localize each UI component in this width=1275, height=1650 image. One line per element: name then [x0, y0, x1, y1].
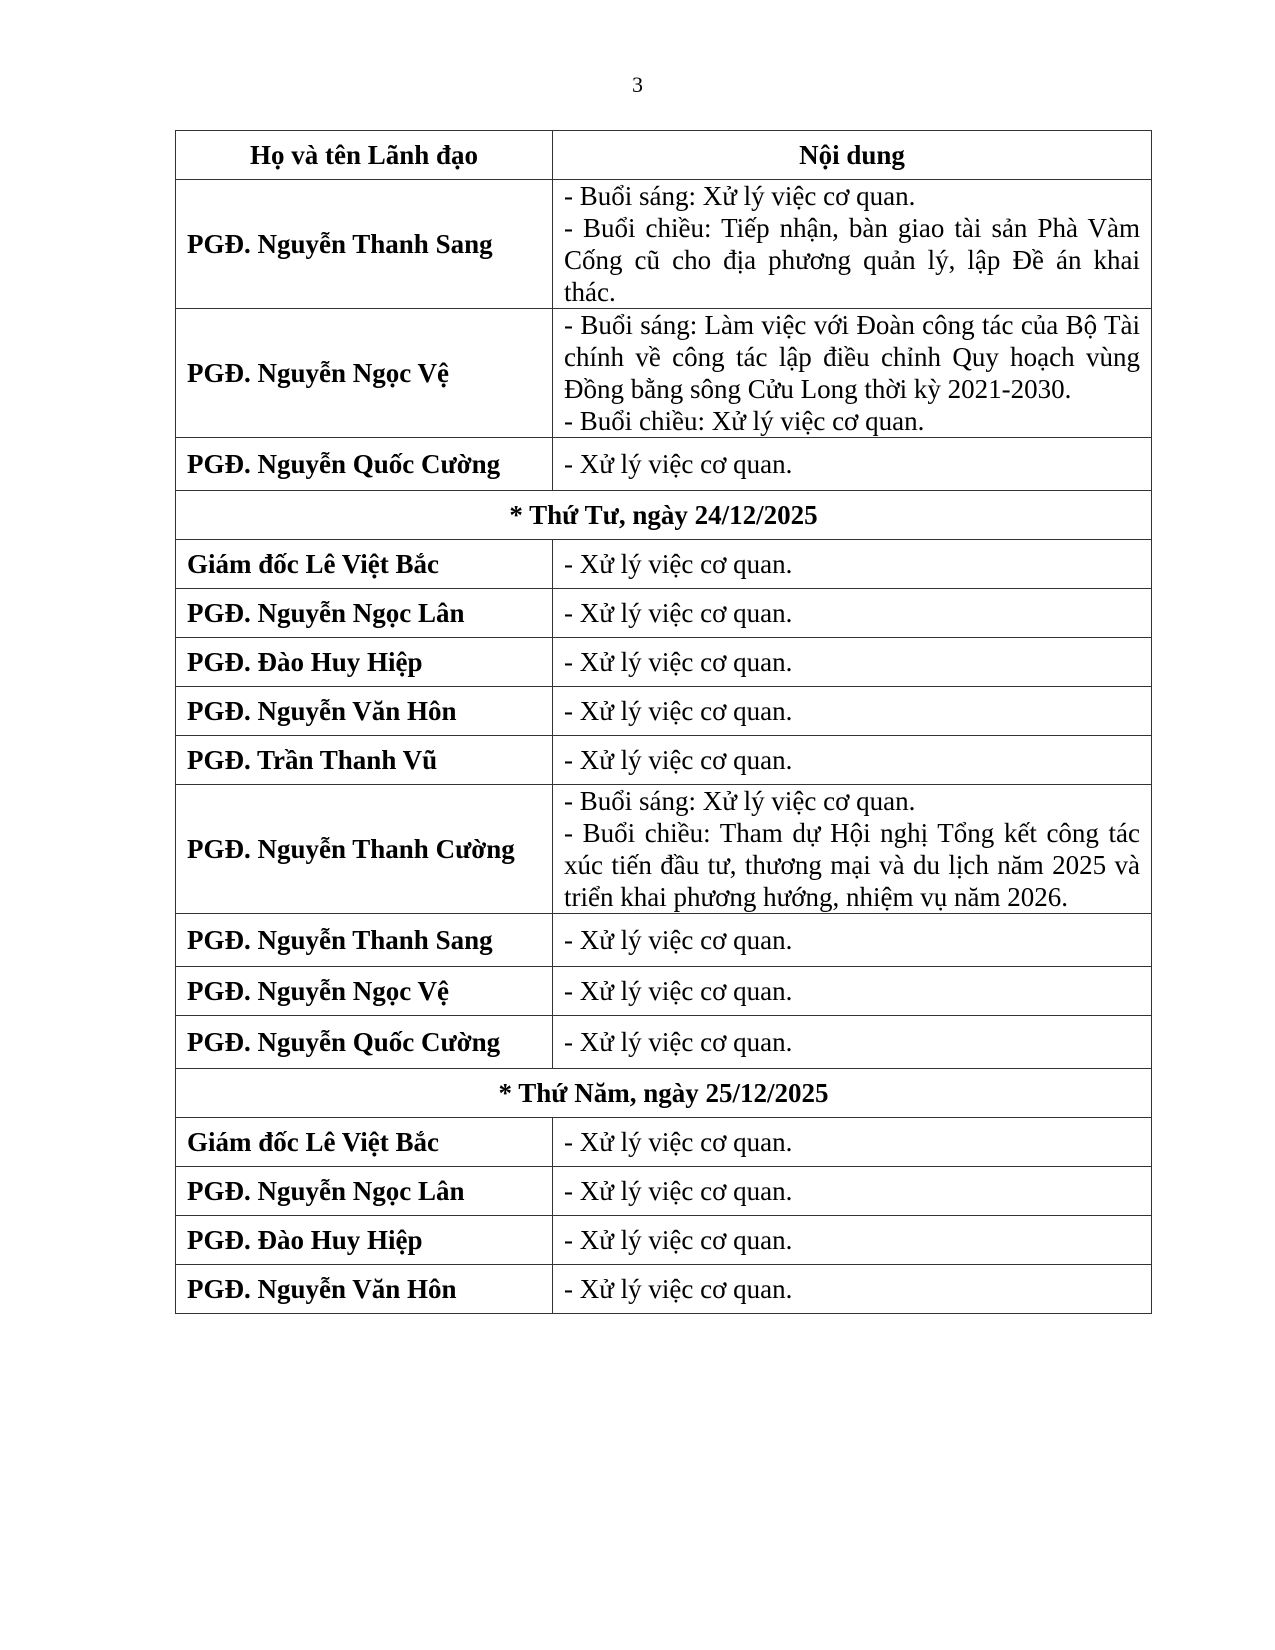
day-heading: * Thứ Tư, ngày 24/12/2025 — [176, 491, 1152, 540]
content-cell: - Xử lý việc cơ quan. — [553, 967, 1152, 1016]
leader-name: PGĐ. Đào Huy Hiệp — [176, 638, 553, 687]
content-cell: - Xử lý việc cơ quan. — [553, 1216, 1152, 1265]
table-row — [176, 438, 1152, 491]
table-row — [176, 785, 1152, 914]
leader-name: PGĐ. Nguyễn Thanh Sang — [176, 180, 553, 309]
content-line: - Buổi sáng: Xử lý việc cơ quan. — [564, 786, 916, 816]
leader-name: PGĐ. Nguyễn Quốc Cường — [176, 1016, 553, 1069]
content-line: - Buổi chiều: Tham dự Hội nghị Tổng kết công tác xúc tiến đầu tư, thương mại và du lịch năm 2025 và triển khai phương hướng, nhiệm vụ năm 2026. — [564, 818, 1140, 912]
leader-name: PGĐ. Nguyễn Văn Hôn — [176, 687, 553, 736]
header-content: Nội dung — [553, 131, 1152, 180]
leader-name: PGĐ. Nguyễn Thanh Cường — [176, 785, 553, 914]
leader-name: Giám đốc Lê Việt Bắc — [176, 540, 553, 589]
day-row — [176, 491, 1152, 540]
page-number: 3 — [632, 72, 643, 97]
content-cell — [553, 180, 1152, 309]
content-cell: - Xử lý việc cơ quan. — [553, 1167, 1152, 1216]
table-row — [176, 1216, 1152, 1265]
leader-name: PGĐ. Nguyễn Thanh Sang — [176, 914, 553, 967]
leader-name: PGĐ. Nguyễn Ngọc Vệ — [176, 967, 553, 1016]
content-cell — [553, 785, 1152, 914]
leader-name: PGĐ. Nguyễn Ngọc Lân — [176, 1167, 553, 1216]
content-cell: - Xử lý việc cơ quan. — [553, 914, 1152, 967]
content-cell: - Xử lý việc cơ quan. — [553, 736, 1152, 785]
table-row — [176, 1016, 1152, 1069]
header-name: Họ và tên Lãnh đạo — [176, 131, 553, 180]
content-cell: - Xử lý việc cơ quan. — [553, 1118, 1152, 1167]
table-row — [176, 589, 1152, 638]
content-cell: - Xử lý việc cơ quan. — [553, 438, 1152, 491]
table-row — [176, 1118, 1152, 1167]
leader-name: PGĐ. Nguyễn Quốc Cường — [176, 438, 553, 491]
table-row — [176, 1167, 1152, 1216]
content-cell: - Xử lý việc cơ quan. — [553, 1265, 1152, 1314]
content-line: - Buổi sáng: Xử lý việc cơ quan. — [564, 181, 916, 211]
leader-name: Giám đốc Lê Việt Bắc — [176, 1118, 553, 1167]
content-line: - Buổi chiều: Tiếp nhận, bàn giao tài sản Phà Vàm Cống cũ cho địa phương quản lý, lập Đề án khai thác. — [564, 213, 1140, 307]
content-cell — [553, 309, 1152, 438]
content-cell: - Xử lý việc cơ quan. — [553, 589, 1152, 638]
leader-name: PGĐ. Đào Huy Hiệp — [176, 1216, 553, 1265]
table-row — [176, 180, 1152, 309]
table-row — [176, 540, 1152, 589]
content-line: - Buổi sáng: Làm việc với Đoàn công tác của Bộ Tài chính về công tác lập điều chỉnh Quy hoạch vùng Đồng bằng sông Cửu Long thời kỳ 2021-2030. — [564, 310, 1140, 404]
table-row — [176, 736, 1152, 785]
content-cell: - Xử lý việc cơ quan. — [553, 540, 1152, 589]
leader-name: PGĐ. Nguyễn Văn Hôn — [176, 1265, 553, 1314]
leader-name: PGĐ. Nguyễn Ngọc Vệ — [176, 309, 553, 438]
day-row — [176, 1069, 1152, 1118]
table-row — [176, 638, 1152, 687]
leader-name: PGĐ. Nguyễn Ngọc Lân — [176, 589, 553, 638]
table-row — [176, 967, 1152, 1016]
table-row — [176, 914, 1152, 967]
table-row — [176, 309, 1152, 438]
leader-name: PGĐ. Trần Thanh Vũ — [176, 736, 553, 785]
content-cell: - Xử lý việc cơ quan. — [553, 638, 1152, 687]
content-cell: - Xử lý việc cơ quan. — [553, 1016, 1152, 1069]
content-cell: - Xử lý việc cơ quan. — [553, 687, 1152, 736]
schedule-table — [175, 130, 1152, 1314]
table-row — [176, 687, 1152, 736]
content-line: - Buổi chiều: Xử lý việc cơ quan. — [564, 406, 925, 436]
day-heading: * Thứ Năm, ngày 25/12/2025 — [176, 1069, 1152, 1118]
header-row — [176, 131, 1152, 180]
table-row — [176, 1265, 1152, 1314]
